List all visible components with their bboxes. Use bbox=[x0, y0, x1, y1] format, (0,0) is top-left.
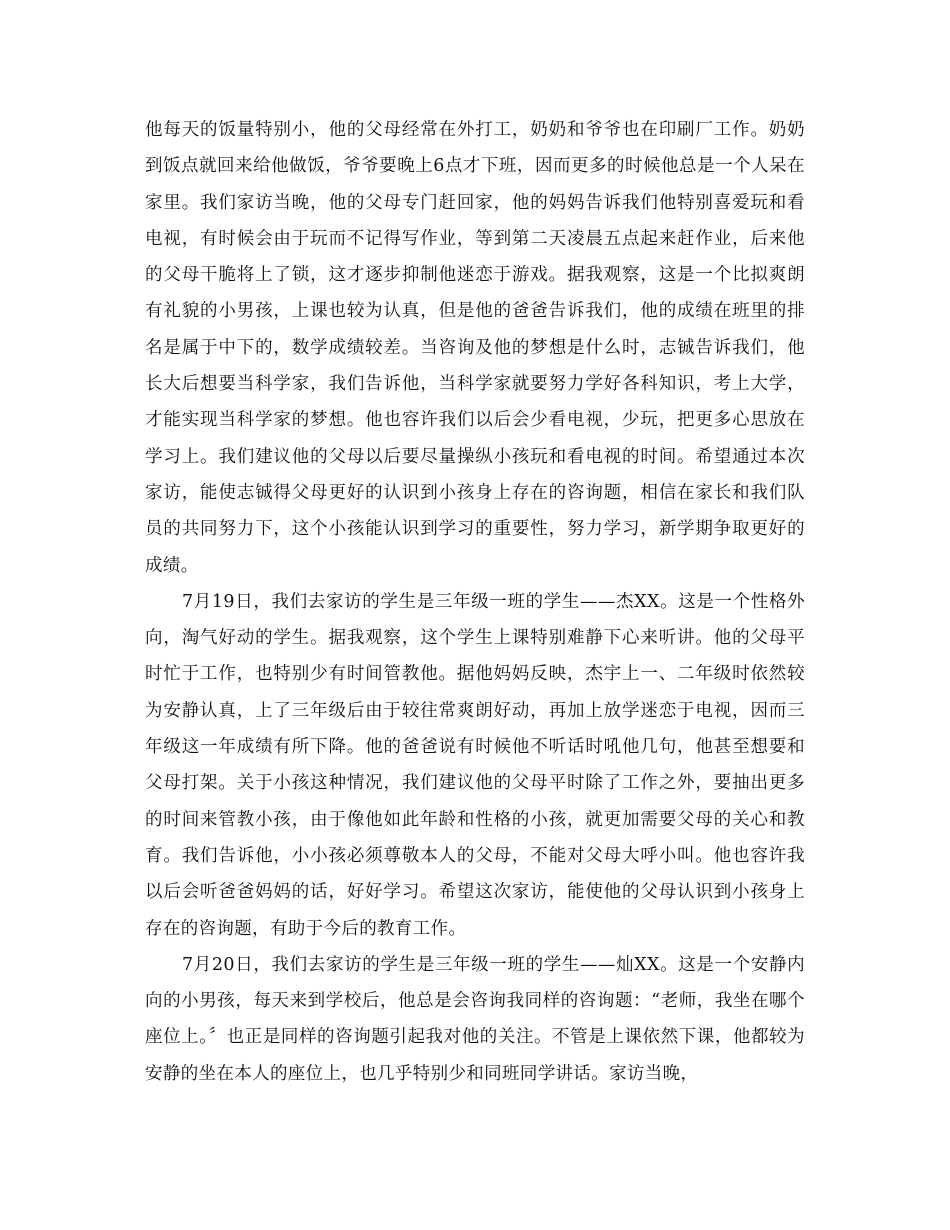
paragraph-2: 7月19日，我们去家访的学生是三年级一班的学生——杰XX。这是一个性格外向，淘气好动的学生。据我观察，这个学生上课特别难静下心来听讲。他的父母平时忙于工作，也特别少有时间管教他。据他妈妈反映，杰宇上一、二年级时依然较为安静认真，上了三年级后由于较往常爽朗好动，再加上放学迷恋于电视，因而三年级这一年成绩有所下降。他的爸爸说有时候他不听话时吼他几句，他甚至想要和父母打架。关于小孩这种情况，我们建议他的父母平时除了工作之外，要抽出更多的时间来管教小孩，由于像他如此年龄和性格的小孩，就更加需要父母的关心和教育。我们告诉他，小小孩必须尊敬本人的父母，不能对父母大呼小叫。他也容许我以后会听爸爸妈妈的话，好好学习。希望这次家访，能使他的父母认识到小孩身上存在的咨询题，有助于今后的教育工作。 bbox=[145, 591, 805, 939]
paragraph-1: 他每天的饭量特别小，他的父母经常在外打工，奶奶和爷爷也在印刷厂工作。奶奶到饭点就回来给他做饭，爷爷要晚上6点才下班，因而更多的时候他总是一个人呆在家里。我们家访当晚，他的父母专门赶回家，他的妈妈告诉我们他特别喜爱玩和看电视，有时候会由于玩而不记得写作业，等到第二天凌晨五点起来赶作业，后来他的父母干脆将上了锁，这才逐步抑制他迷恋于游戏。据我观察，这是一个比拟爽朗有礼貌的小男孩，上课也较为认真，但是他的爸爸告诉我们，他的成绩在班里的排名是属于中下的，数学成绩较差。当咨询及他的梦想是什么时，志铖告诉我们，他长大后想要当科学家，我们告诉他，当科学家就要努力学好各科知识，考上大学，才能实现当科学家的梦想。他也容许我们以后会少看电视，少玩，把更多心思放在学习上。我们建议他的父母以后要尽量操纵小孩玩和看电视的时间。希望通过本次家访，能使志铖得父母更好的认识到小孩身上存在的咨询题，相信在家长和我们队员的共同努力下，这个小孩能认识到学习的重要性，努力学习，新学期争取更好的成绩。 bbox=[145, 120, 805, 576]
paragraph-3: 7月20日，我们去家访的学生是三年级一班的学生——灿XX。这是一个安静内向的小男孩，每天来到学校后，他总是会咨询我同样的咨询题：“老师，我坐在哪个座位上。〞也正是同样的咨询题引起我对他的关注。不管是上课依然下课，他都较为安静的坐在本人的座位上，也几乎特别少和同班同学讲话。家访当晚， bbox=[145, 954, 805, 1084]
document-body bbox=[145, 112, 805, 1092]
